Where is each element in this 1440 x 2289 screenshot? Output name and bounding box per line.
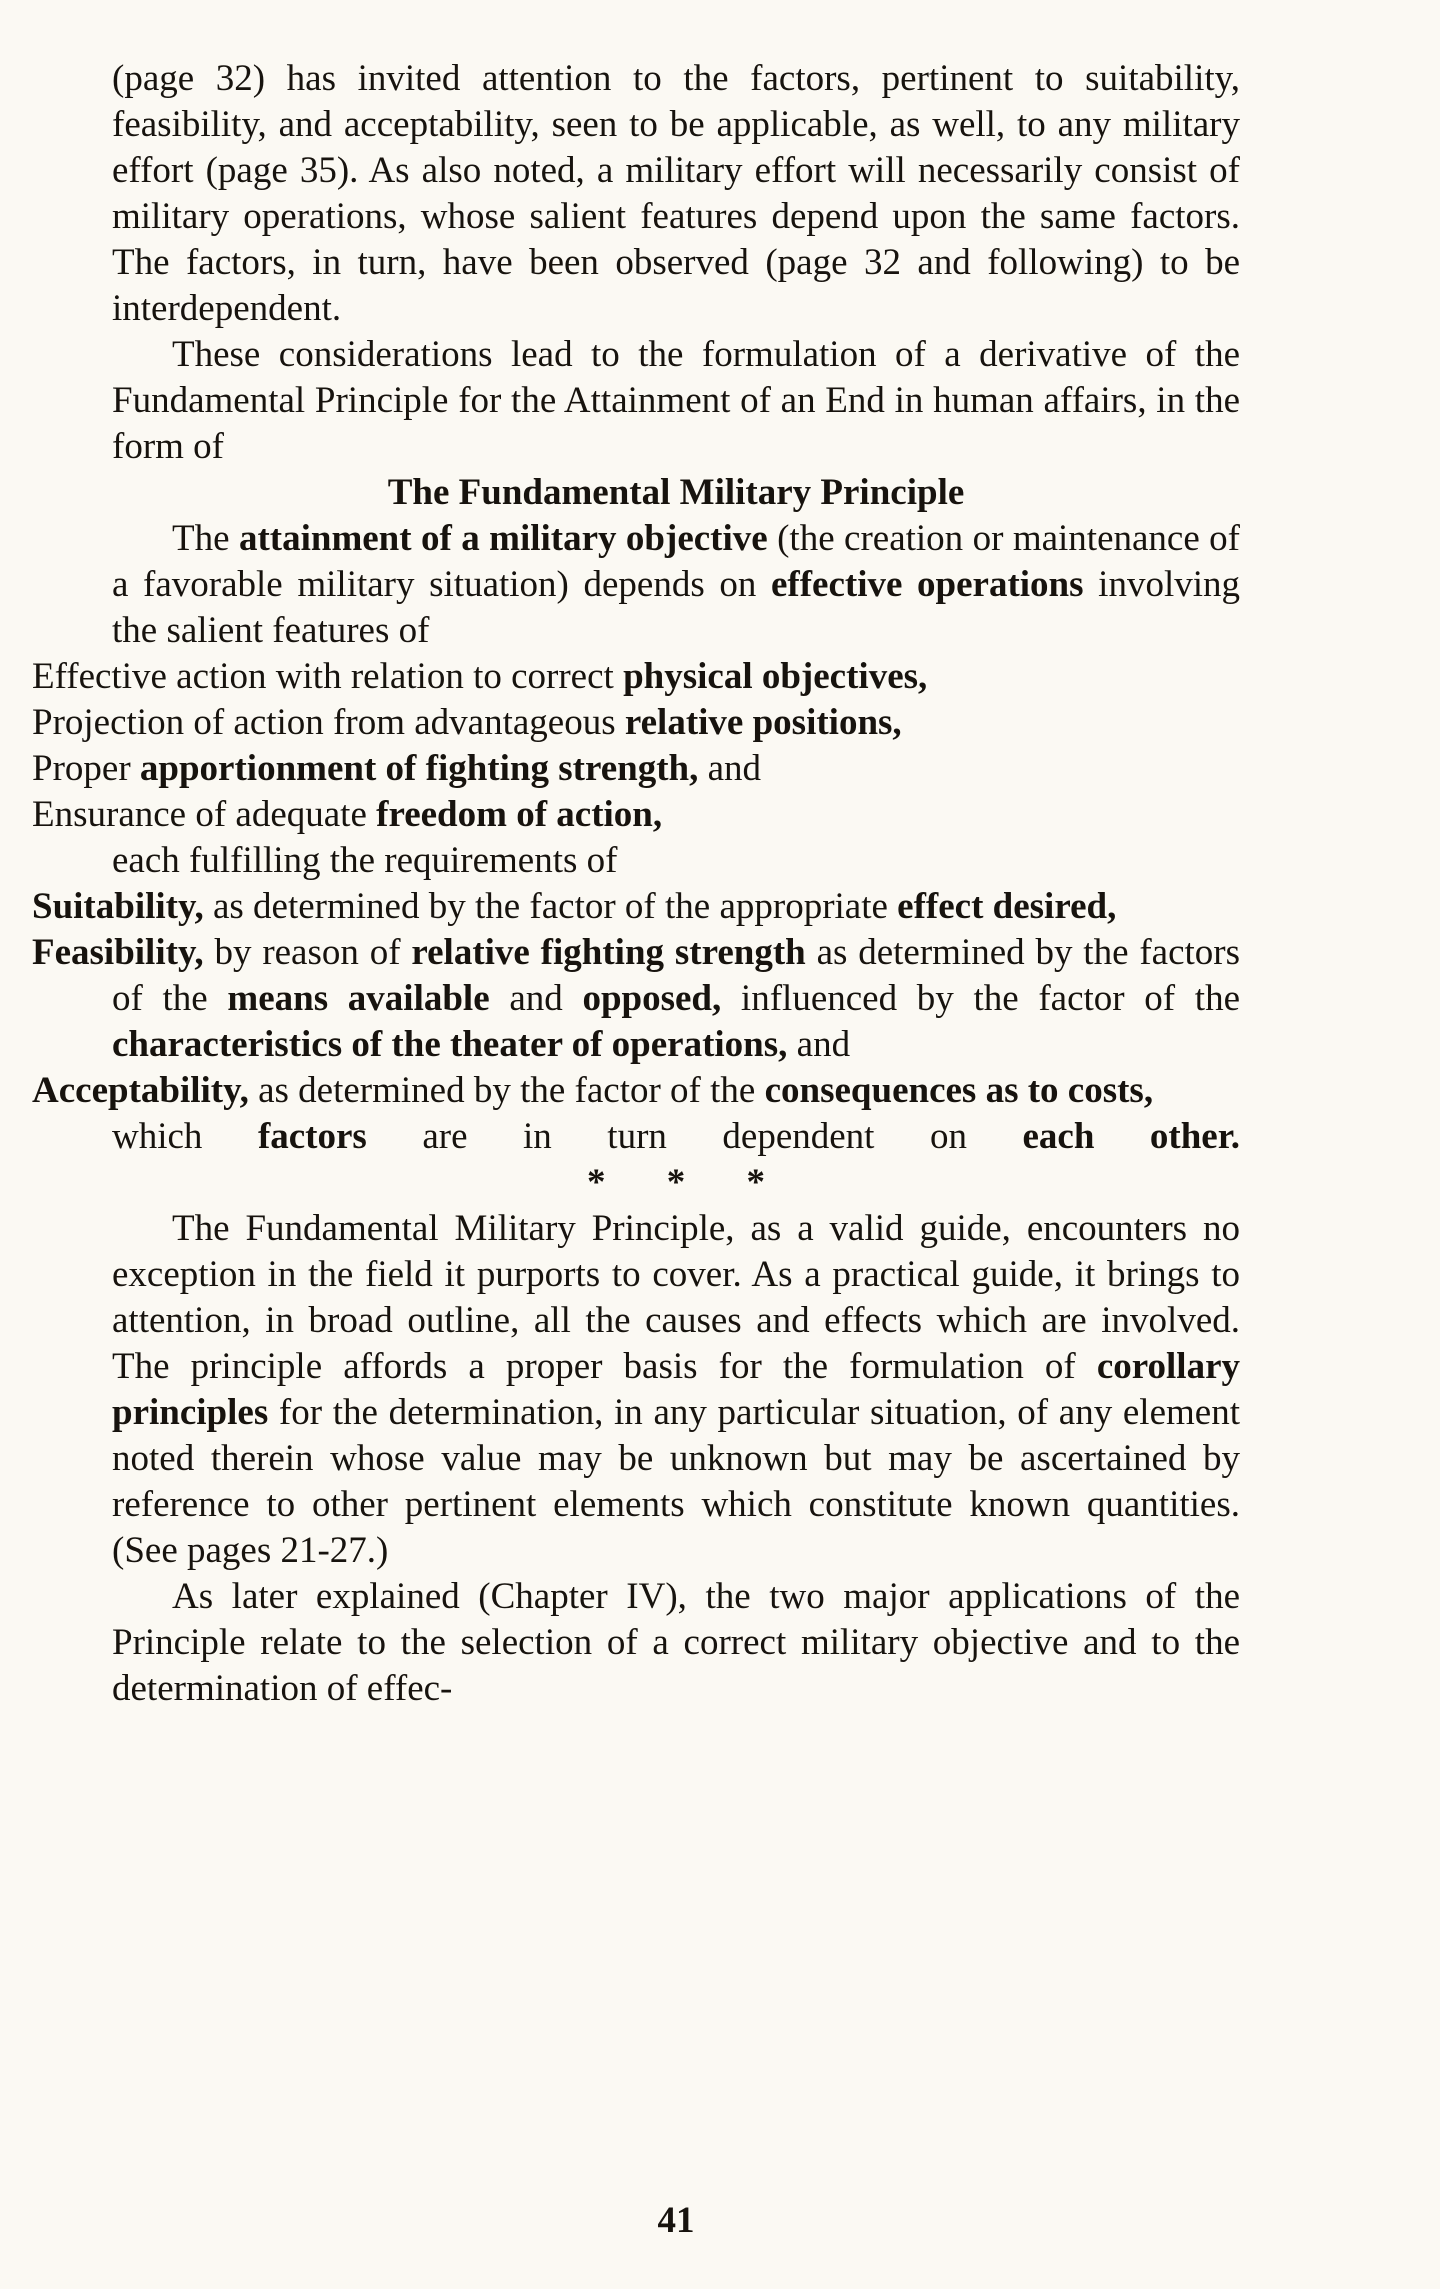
separator-asterisks: * * *: [587, 1162, 765, 1203]
list-item-ensurance: Ensurance of adequate freedom of action,: [32, 794, 663, 835]
page-number: 41: [657, 2200, 695, 2241]
paragraph-attainment: The attainment of a military objective (the creation or maintenance of a favorable military situation) depends on effective operations involving the salient features of: [112, 518, 1241, 651]
line-each-fulfilling: each fulfilling the requirements of: [112, 840, 618, 881]
paragraph-factors-continuation: (page 32) has invited attention to the factors, pertinent to suitability, feasibility, and acceptability, seen to be applicable, as well, to any military effort (page 35). As also noted, a military effort will necessarily consist of military operations, whose salient features depend upon the same factors. The factors, in turn, have been observed (page 32 and following) to be interdependent.: [112, 58, 1240, 329]
list-item-feasibility: Feasibility, by reason of relative fighting strength as determined by the factors of the means available and opposed, influenced by the factor of the characteristics of the theater of operations, and: [32, 932, 1240, 1065]
paragraph-valid-guide: The Fundamental Military Principle, as a valid guide, encounters no exception in the field it purports to cover. As a practical guide, it brings to attention, in broad outline, all the causes and effects which are involved. The principle affords a proper basis for the formulation of corollary principles for the determination, in any particular situation, of any element noted therein whose value may be unknown but may be ascertained by reference to other pertinent elements which constitute known quantities. (See pages 21-27.): [112, 1208, 1240, 1571]
list-item-projection: Projection of action from advantageous relative positions,: [32, 702, 902, 743]
paragraph-as-later-explained: As later explained (Chapter IV), the two major applications of the Principle relate to the selection of a correct military objective and to the determination of effec-: [112, 1576, 1240, 1709]
list-item-acceptability: Acceptability, as determined by the factor of the consequences as to costs,: [32, 1070, 1154, 1111]
list-item-effective-action: Effective action with relation to correct physical objectives,: [32, 656, 928, 697]
heading-fundamental-military-principle: The Fundamental Military Principle: [387, 472, 965, 513]
list-item-suitability: Suitability, as determined by the factor of the appropriate effect desired,: [32, 886, 1117, 927]
paragraph-these-considerations: These considerations lead to the formulation of a derivative of the Fundamental Principle for the Attainment of an End in human affairs, in the form of: [112, 334, 1240, 467]
line-which-factors: which factors are in turn dependent on each other.: [112, 1116, 1240, 1157]
list-item-apportionment: Proper apportionment of fighting strength, and: [32, 748, 762, 789]
